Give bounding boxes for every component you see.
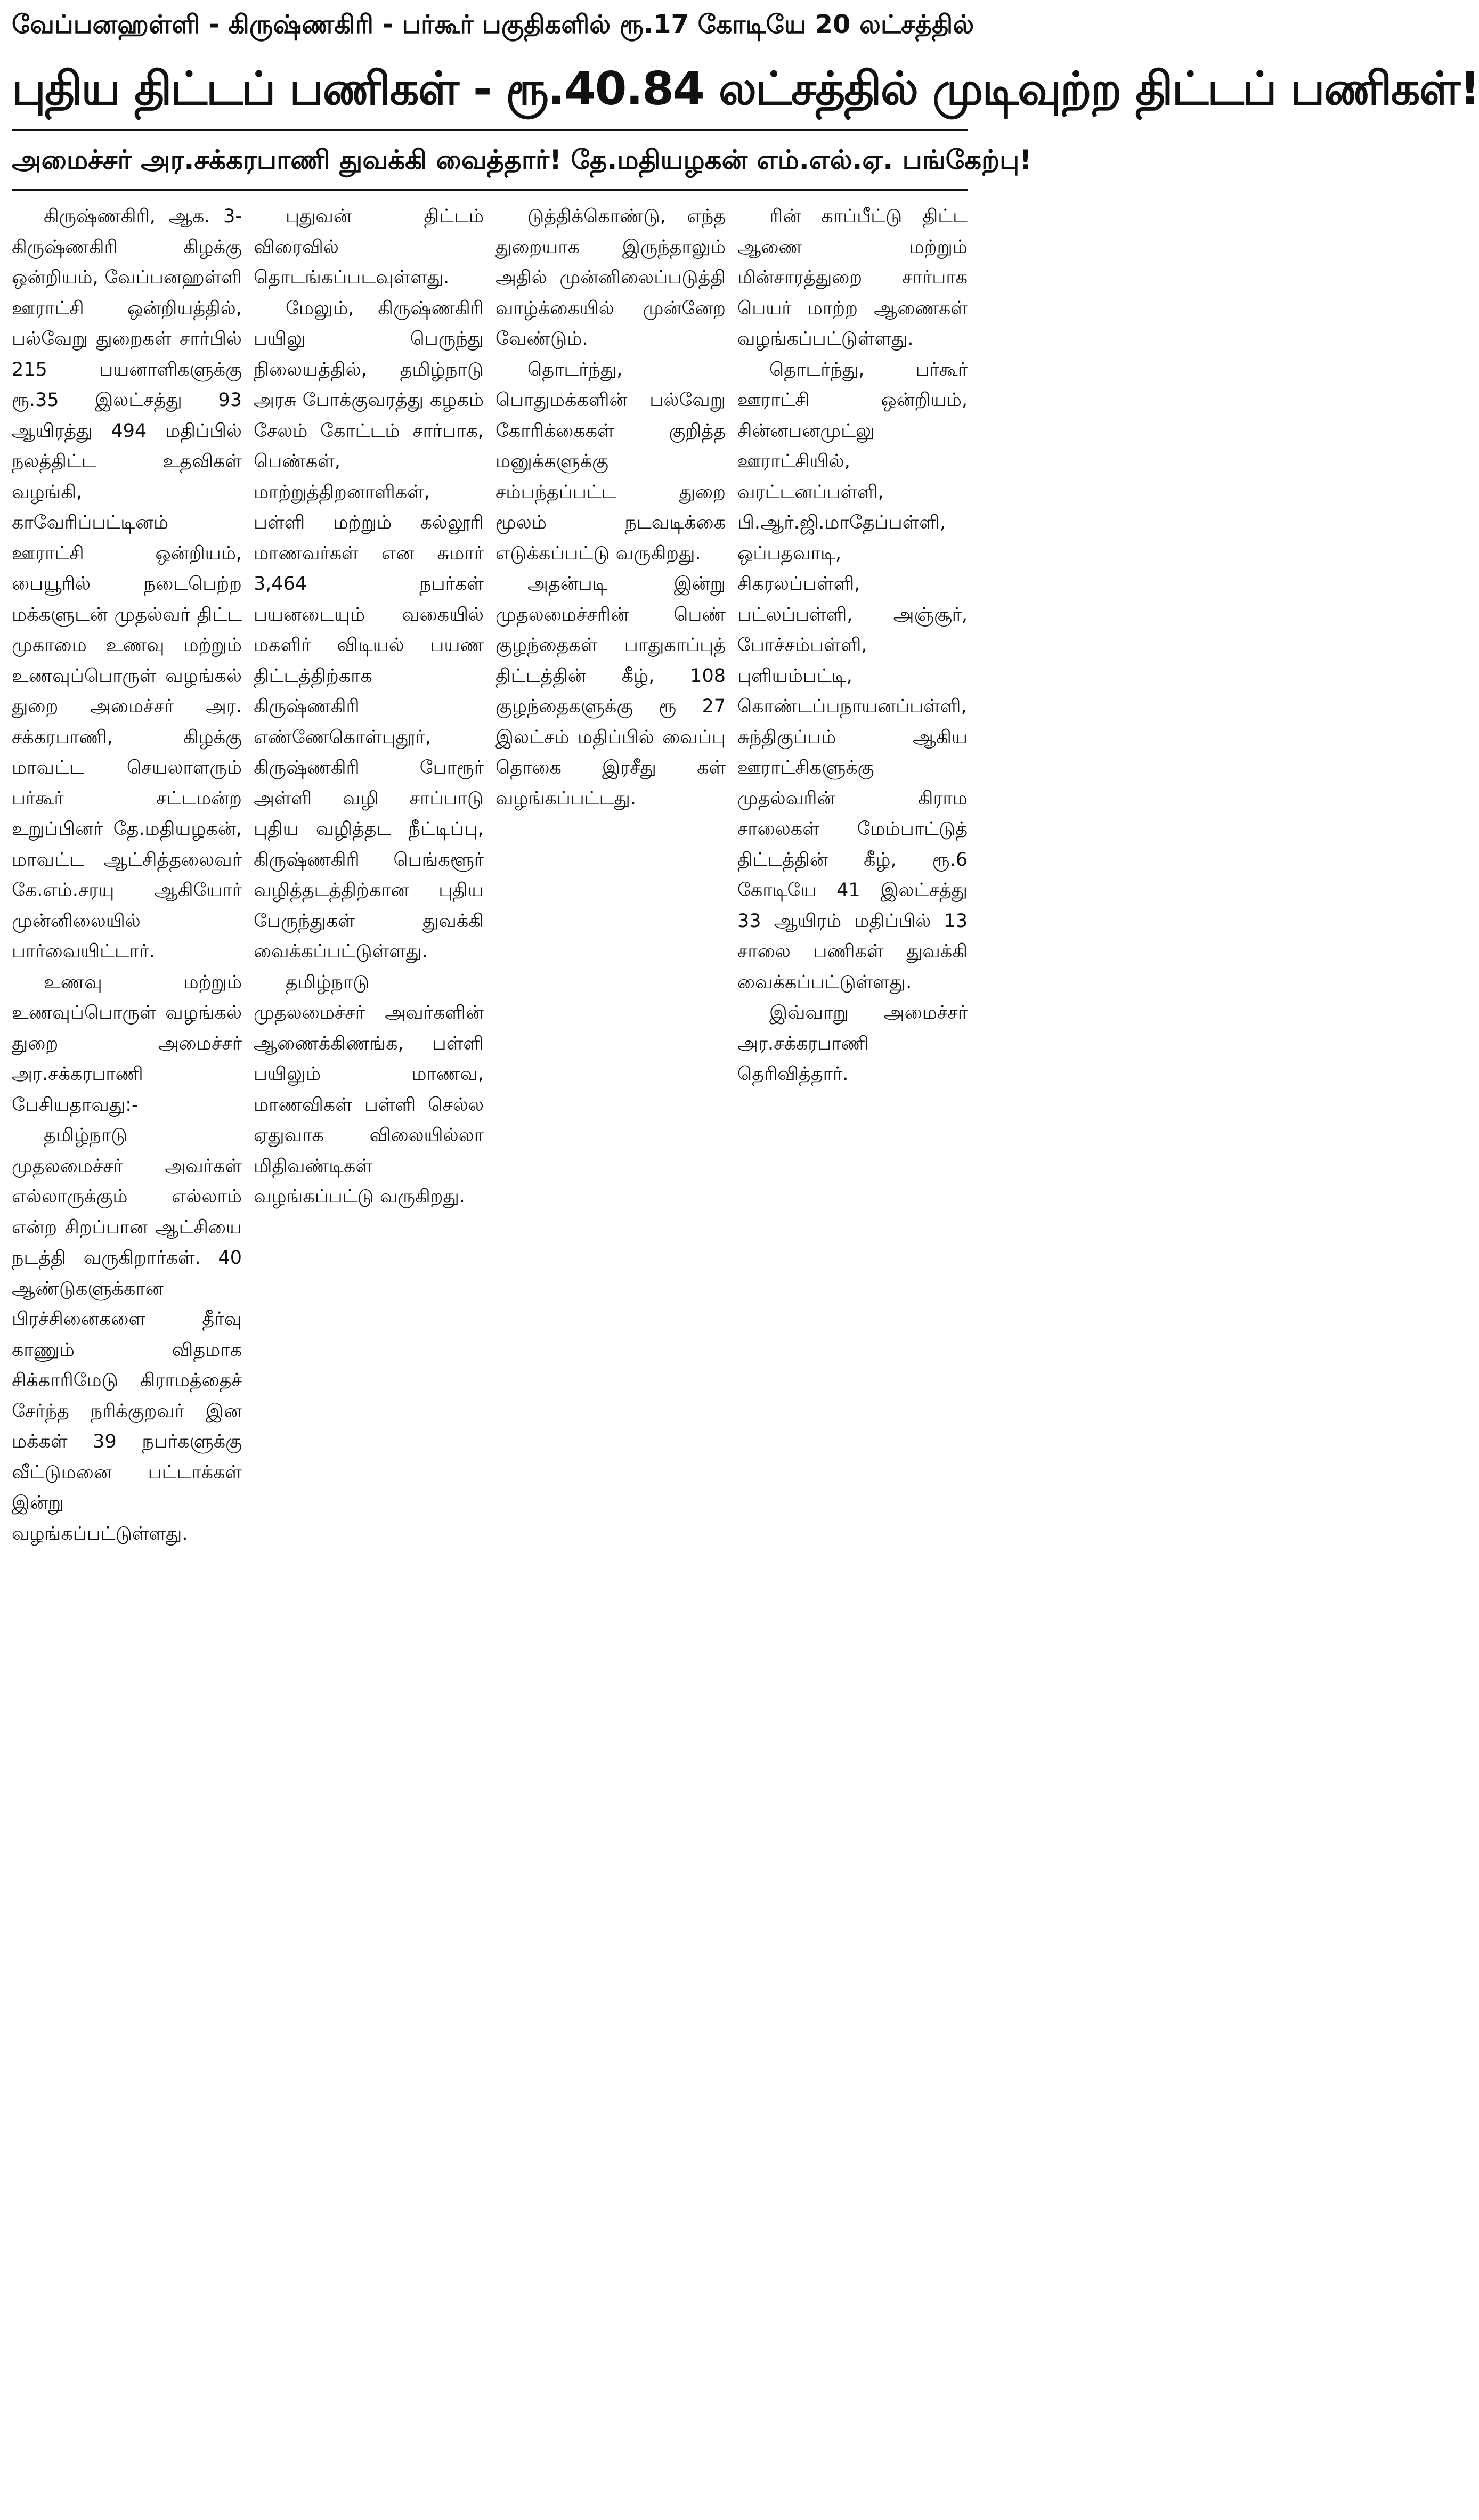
paragraph: புதுவன் திட்டம் விரைவில் தொடங்கப்படவுள்ளது. [254,206,484,288]
article-kicker: வேப்பனஹள்ளி - கிருஷ்ணகிரி - பர்கூர் பகுதிகளில் ரூ.17 கோடியே 20 லட்சத்தில் [12,10,974,39]
paragraph: கிருஷ்ணகிரி, ஆக. 3- கிருஷ்ணகிரி கிழக்கு ஒன்றியம், வேப்பனஹள்ளி ஊராட்சி ஒன்றியத்தில், பல்வேறு துறைகள் சார்பில் 215 பயனாளிகளுக்கு ரூ.35 இலட்சத்து 93 ஆயிரத்து 494 மதிப்பில் நலத்திட்ட உதவிகள் வழங்கி, காவேரிப்பட்டினம் ஊராட்சி ஒன்றியம், பையூரில் நடைபெற்ற மக்களுடன் முதல்வர் திட்ட முகாமை உணவு மற்றும் உணவுப்பொருள் வழங்கல் துறை அமைச்சர் அர. சக்கரபாணி, கிழக்கு மாவட்ட செயலாளரும் பர்கூர் சட்டமன்ற உறுப்பினர் தே.மதியழகன், மாவட்ட ஆட்சித்தலைவர் கே.எம்.சரயு ஆகியோர் முன்னிலையில் பார்வையிட்டார். [12,206,242,962]
article-headline: புதிய திட்டப் பணிகள் - ரூ.40.84 லட்சத்தில் முடிவுற்ற திட்டப் பணிகள்! [12,62,1479,116]
paragraph: அதன்படி இன்று முதலமைச்சரின் பெண் குழந்தைகள் பாதுகாப்புத் திட்டத்தின் கீழ், 108 குழந்தைகளுக்கு ரூ 27 இலட்சம் மதிப்பில் வைப்பு தொகை இரசீது கள் வழங்கப்பட்டது. [495,573,726,809]
paragraph: தொடர்ந்து, பர்கூர் ஊராட்சி ஒன்றியம், சின்னபனமுட்லு ஊராட்சியில், வரட்டனப்பள்ளி, பி.ஆர்.ஜி.மாதேப்பள்ளி, ஒப்பதவாடி, சிகரலப்பள்ளி, பட்லப்பள்ளி, அஞ்சூர், போச்சம்பள்ளி, புளியம்பட்டி, கொண்டப்பநாயனப்பள்ளி, சுந்திகுப்பம் ஆகிய ஊராட்சிகளுக்கு முதல்வரின் கிராம சாலைகள் மேம்பாட்டுத் திட்டத்தின் கீழ், ரூ.6 கோடியே 41 இலட்சத்து 33 ஆயிரம் மதிப்பில் 13 சாலை பணிகள் துவக்கி வைக்கப்பட்டுள்ளது. [737,359,968,993]
paragraph: தமிழ்நாடு முதலமைச்சர் அவர்களின் ஆணைக்கிணங்க, பள்ளி பயிலும் மாணவ, மாணவிகள் பள்ளி செல்ல ஏதுவாக விலையில்லா மிதிவண்டிகள் வழங்கப்பட்டு வருகிறது. [254,971,484,1207]
article-column-4 [737,201,968,2508]
paragraph: உணவு மற்றும் உணவுப்பொருள் வழங்கல் துறை அமைச்சர் அர.சக்கரபாணி பேசியதாவது:- [12,971,242,1116]
article-column-2 [254,201,484,2508]
paragraph: ரின் காப்பீட்டு திட்ட ஆணை மற்றும் மின்சாரத்துறை சார்பாக பெயர் மாற்ற ஆணைகள் வழங்கப்பட்டுள்ளது. [737,206,968,349]
paragraph: இவ்வாறு அமைச்சர் அர.சக்கரபாணி தெரிவித்தார். [737,1002,968,1085]
article-body [12,201,968,2508]
article-column-1 [12,201,242,2508]
article-column-3 [495,201,726,2508]
paragraph: டுத்திக்கொண்டு, எந்த துறையாக இருந்தாலும் அதில் முன்னிலைப்படுத்தி வாழ்க்கையில் முன்னேற வேண்டும். [495,206,726,349]
paragraph: தமிழ்நாடு முதலமைச்சர் அவர்கள் எல்லாருக்கும் எல்லாம் என்ற சிறப்பான ஆட்சியை நடத்தி வருகிறார்கள். 40 ஆண்டுகளுக்கான பிரச்சினைகளை தீர்வு காணும் விதமாக சிக்காரிமேடு கிராமத்தைச் சேர்ந்த நரிக்குறவர் இன மக்கள் 39 நபர்களுக்கு வீட்டுமனை பட்டாக்கள் இன்று வழங்கப்பட்டுள்ளது. [12,1125,242,1544]
article-subheadline: அமைச்சர் அர.சக்கரபாணி துவக்கி வைத்தார்! தே.மதியழகன் எம்.எல்.ஏ. பங்கேற்பு! [12,129,968,191]
paragraph: தொடர்ந்து, பொதுமக்களின் பல்வேறு கோரிக்கைகள் குறித்த மனுக்களுக்கு சம்பந்தப்பட்ட துறை மூலம் நடவடிக்கை எடுக்கப்பட்டு வருகிறது. [495,359,726,564]
paragraph: மேலும், கிருஷ்ணகிரி பயிலு பெருந்து நிலையத்தில், தமிழ்நாடு அரசு போக்குவரத்து கழகம் சேலம் கோட்டம் சார்பாக, பெண்கள், மாற்றுத்திறனாளிகள், பள்ளி மற்றும் கல்லூரி மாணவர்கள் என சுமார் 3,464 நபர்கள் பயனடையும் வகையில் மகளிர் விடியல் பயண திட்டத்திற்காக கிருஷ்ணகிரி எண்ணேகொள்புதூர், கிருஷ்ணகிரி போரூர் அள்ளி வழி சாப்பாடு புதிய வழித்தட நீட்டிப்பு, கிருஷ்ணகிரி பெங்களூர் வழித்தடத்திற்கான புதிய பேருந்துகள் துவக்கி வைக்கப்பட்டுள்ளது. [254,297,484,962]
